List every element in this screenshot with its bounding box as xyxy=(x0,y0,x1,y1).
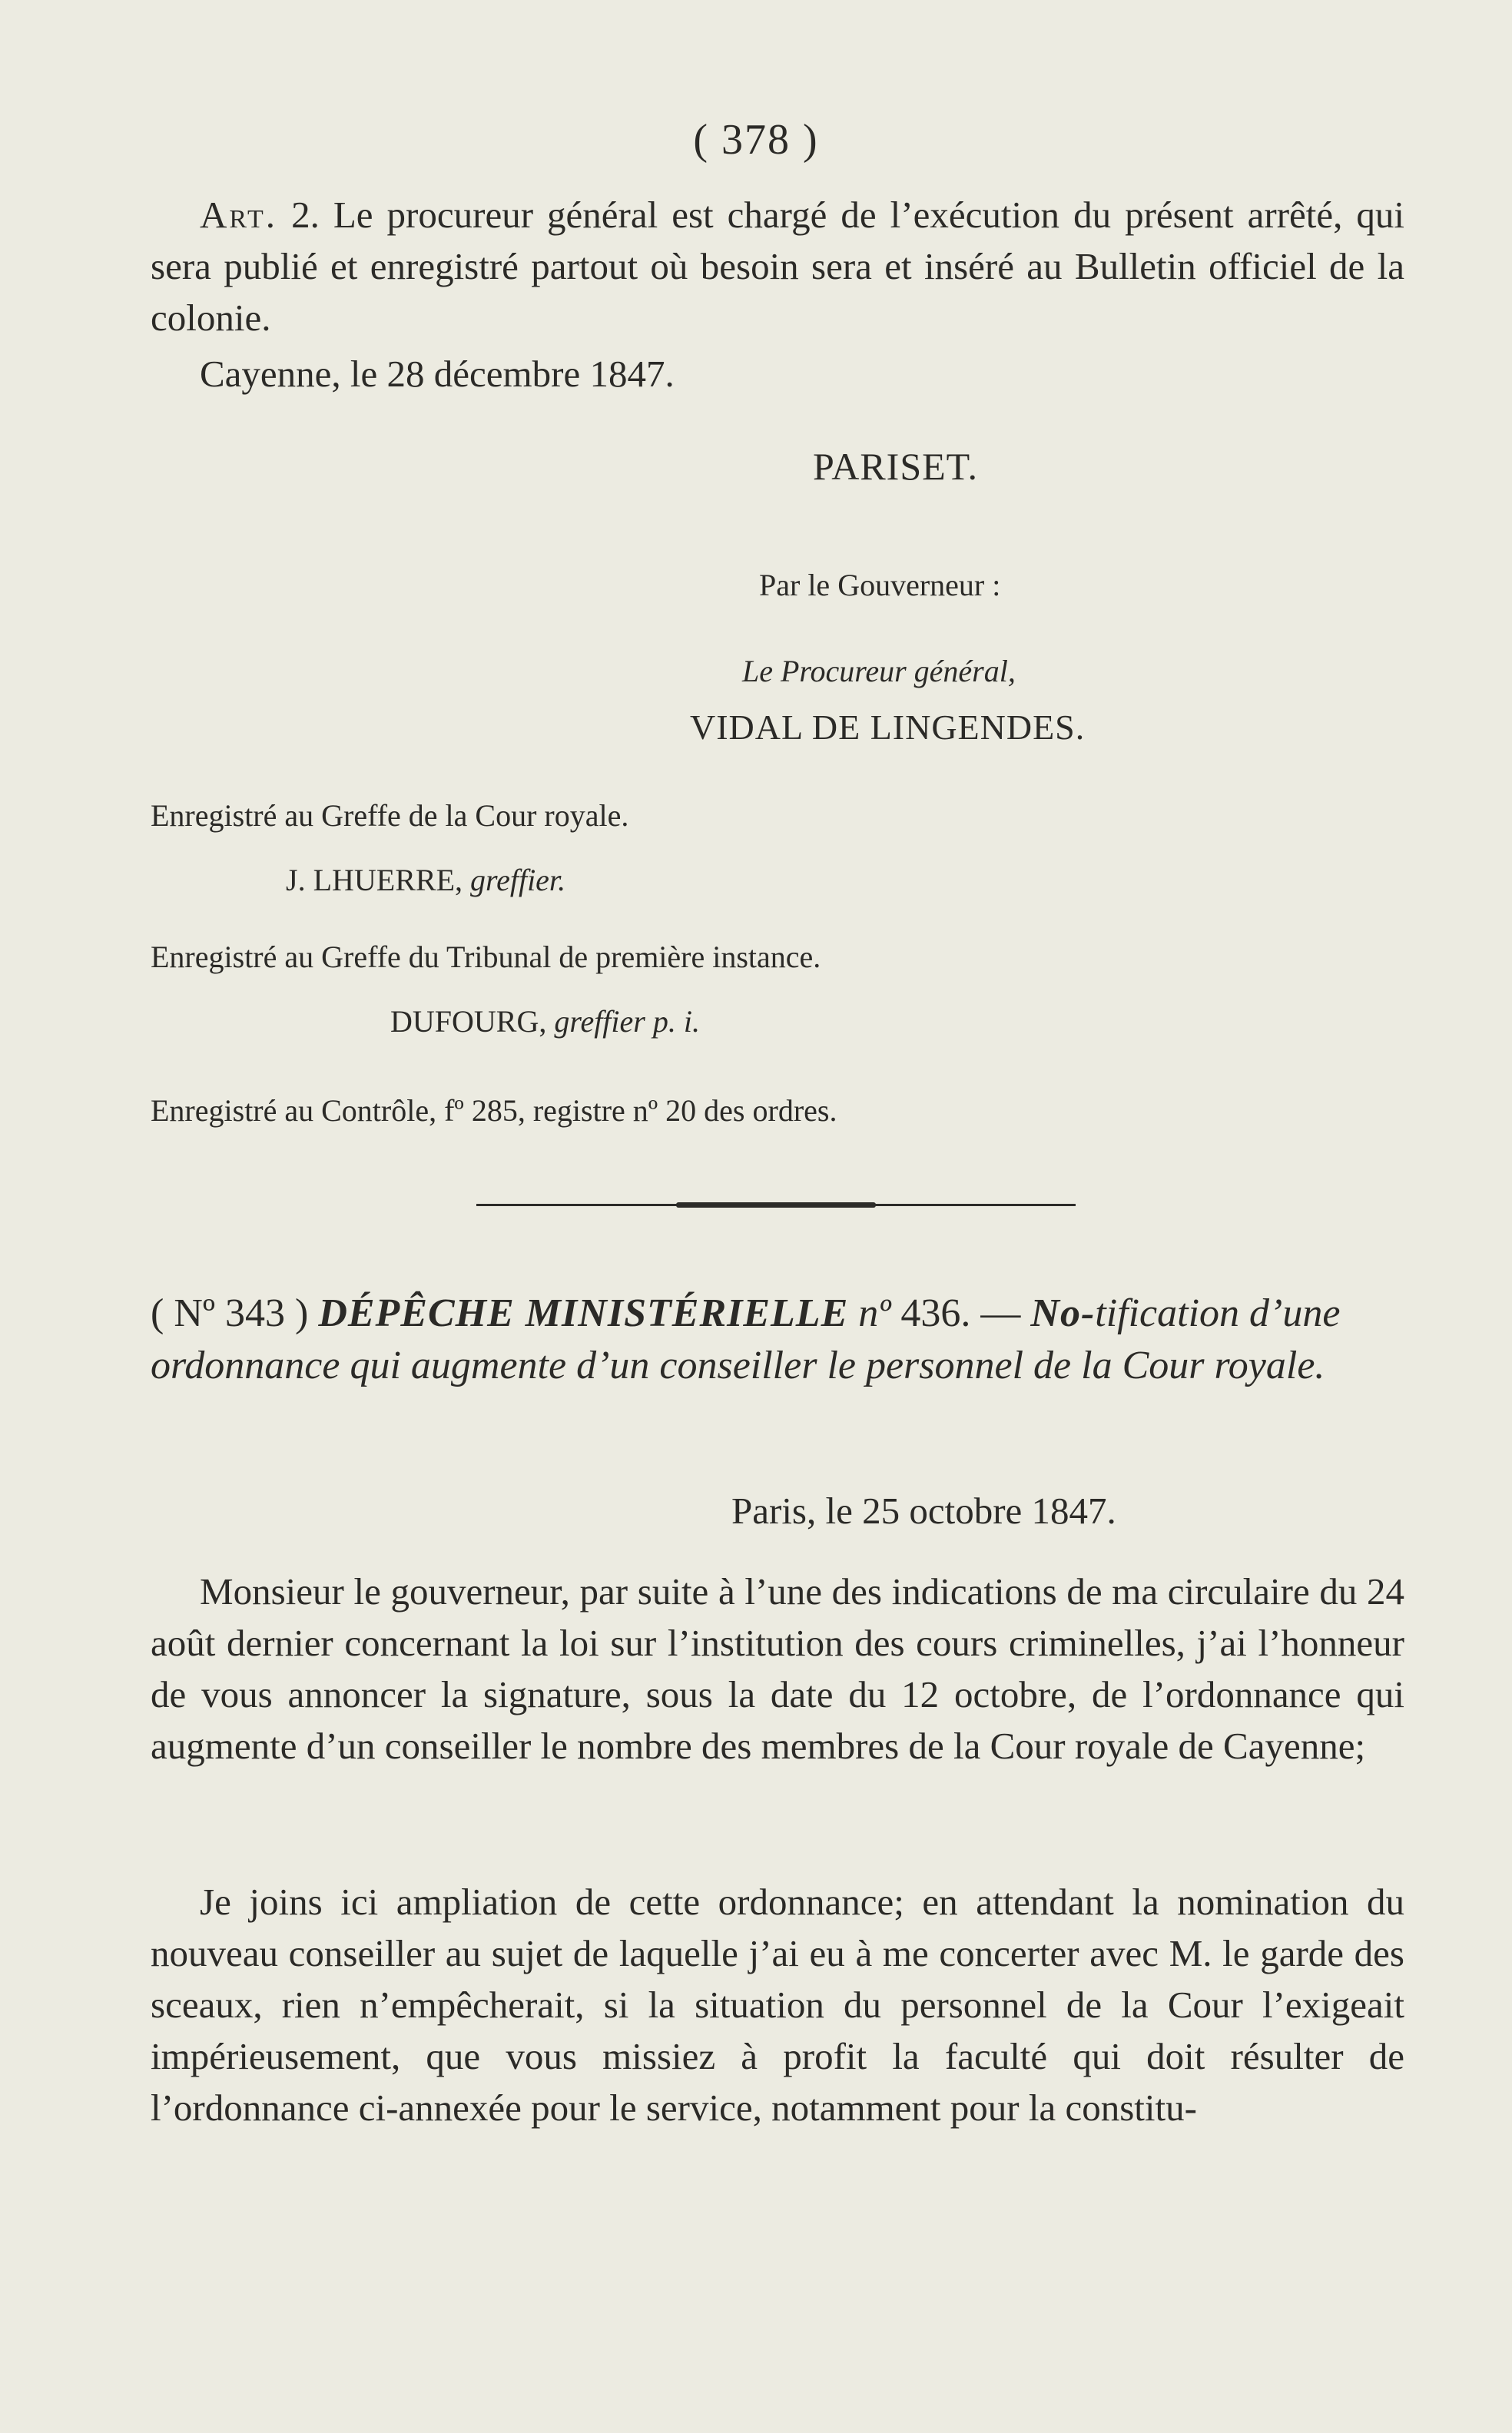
depeche-paragraph-2: Je joins ici ampliation de cette ordonnance; en attendant la nomination du nouveau conseiller au sujet de laquelle j’ai eu à me concerter avec M. le garde des sceaux, rien n’empêcherait, si la situation du personnel de la Cour l’exigeait impérieusement, que vous missiez à profit la faculté qui doit résulter de l’ordonnance ci-annexée pour le service, notamment pour la constitu- xyxy=(151,1881,1404,2129)
depeche-title: DÉPÊCHE MINISTÉRIELLE xyxy=(318,1291,849,1335)
page-number: ( 378 ) xyxy=(693,116,819,164)
depeche-number: ( Nº 343 ) xyxy=(151,1291,309,1335)
registration-tribunal: Enregistré au Greffe du Tribunal de première instance. xyxy=(151,940,821,974)
signatory-role: greffier. xyxy=(470,863,566,897)
procureur-name: VIDAL DE LINGENDES. xyxy=(690,708,1086,747)
depeche-heading xyxy=(151,1288,1404,1392)
signatory-name: J. LHUERRE, xyxy=(286,863,463,897)
registration-controle: Enregistré au Contrôle, fº 285, registre nº 20 des ordres. xyxy=(151,1093,837,1128)
article-number: 2. xyxy=(291,194,320,236)
depeche-ref-prefix: nº xyxy=(858,1291,891,1335)
par-le-gouverneur: Par le Gouverneur : xyxy=(759,568,1001,602)
depeche-subject-start: No- xyxy=(1030,1291,1096,1335)
signature-lhuerre xyxy=(286,862,565,898)
section-divider-center xyxy=(676,1202,876,1208)
article-2-paragraph xyxy=(151,189,1404,343)
signatory-name: DUFOURG, xyxy=(390,1004,547,1039)
depeche-place-date: Paris, le 25 octobre 1847. xyxy=(731,1490,1116,1532)
procureur-title: Le Procureur général, xyxy=(742,654,1016,688)
article-label: Art. xyxy=(200,194,278,236)
signature-pariset: PARISET. xyxy=(813,445,979,488)
depeche-ref-number: 436. — xyxy=(900,1291,1021,1335)
signature-dufourg xyxy=(390,1003,700,1039)
article-text: Le procureur général est chargé de l’exécution du présent arrêté, qui sera publié et enregistré partout où besoin sera et inséré au Bulletin officiel de la colonie. xyxy=(151,194,1405,339)
registration-cour-royale: Enregistré au Greffe de la Cour royale. xyxy=(151,798,629,833)
signatory-role: greffier p. i. xyxy=(554,1004,700,1039)
depeche-paragraph-1: Monsieur le gouverneur, par suite à l’une des indications de ma circulaire du 24 août dernier concernant la loi sur l’institution des cours criminelles, j’ai l’honneur de vous annoncer la signature, sous la date du 12 octobre, de l’ordonnance qui augmente d’un conseiller le nombre des membres de la Cour royale de Cayenne; xyxy=(151,1570,1404,1767)
date-line: Cayenne, le 28 décembre 1847. xyxy=(200,353,675,395)
depeche-subject: tification d’une ordonnance qui augmente d’un conseiller le personnel de la Cour royale. xyxy=(151,1291,1341,1387)
